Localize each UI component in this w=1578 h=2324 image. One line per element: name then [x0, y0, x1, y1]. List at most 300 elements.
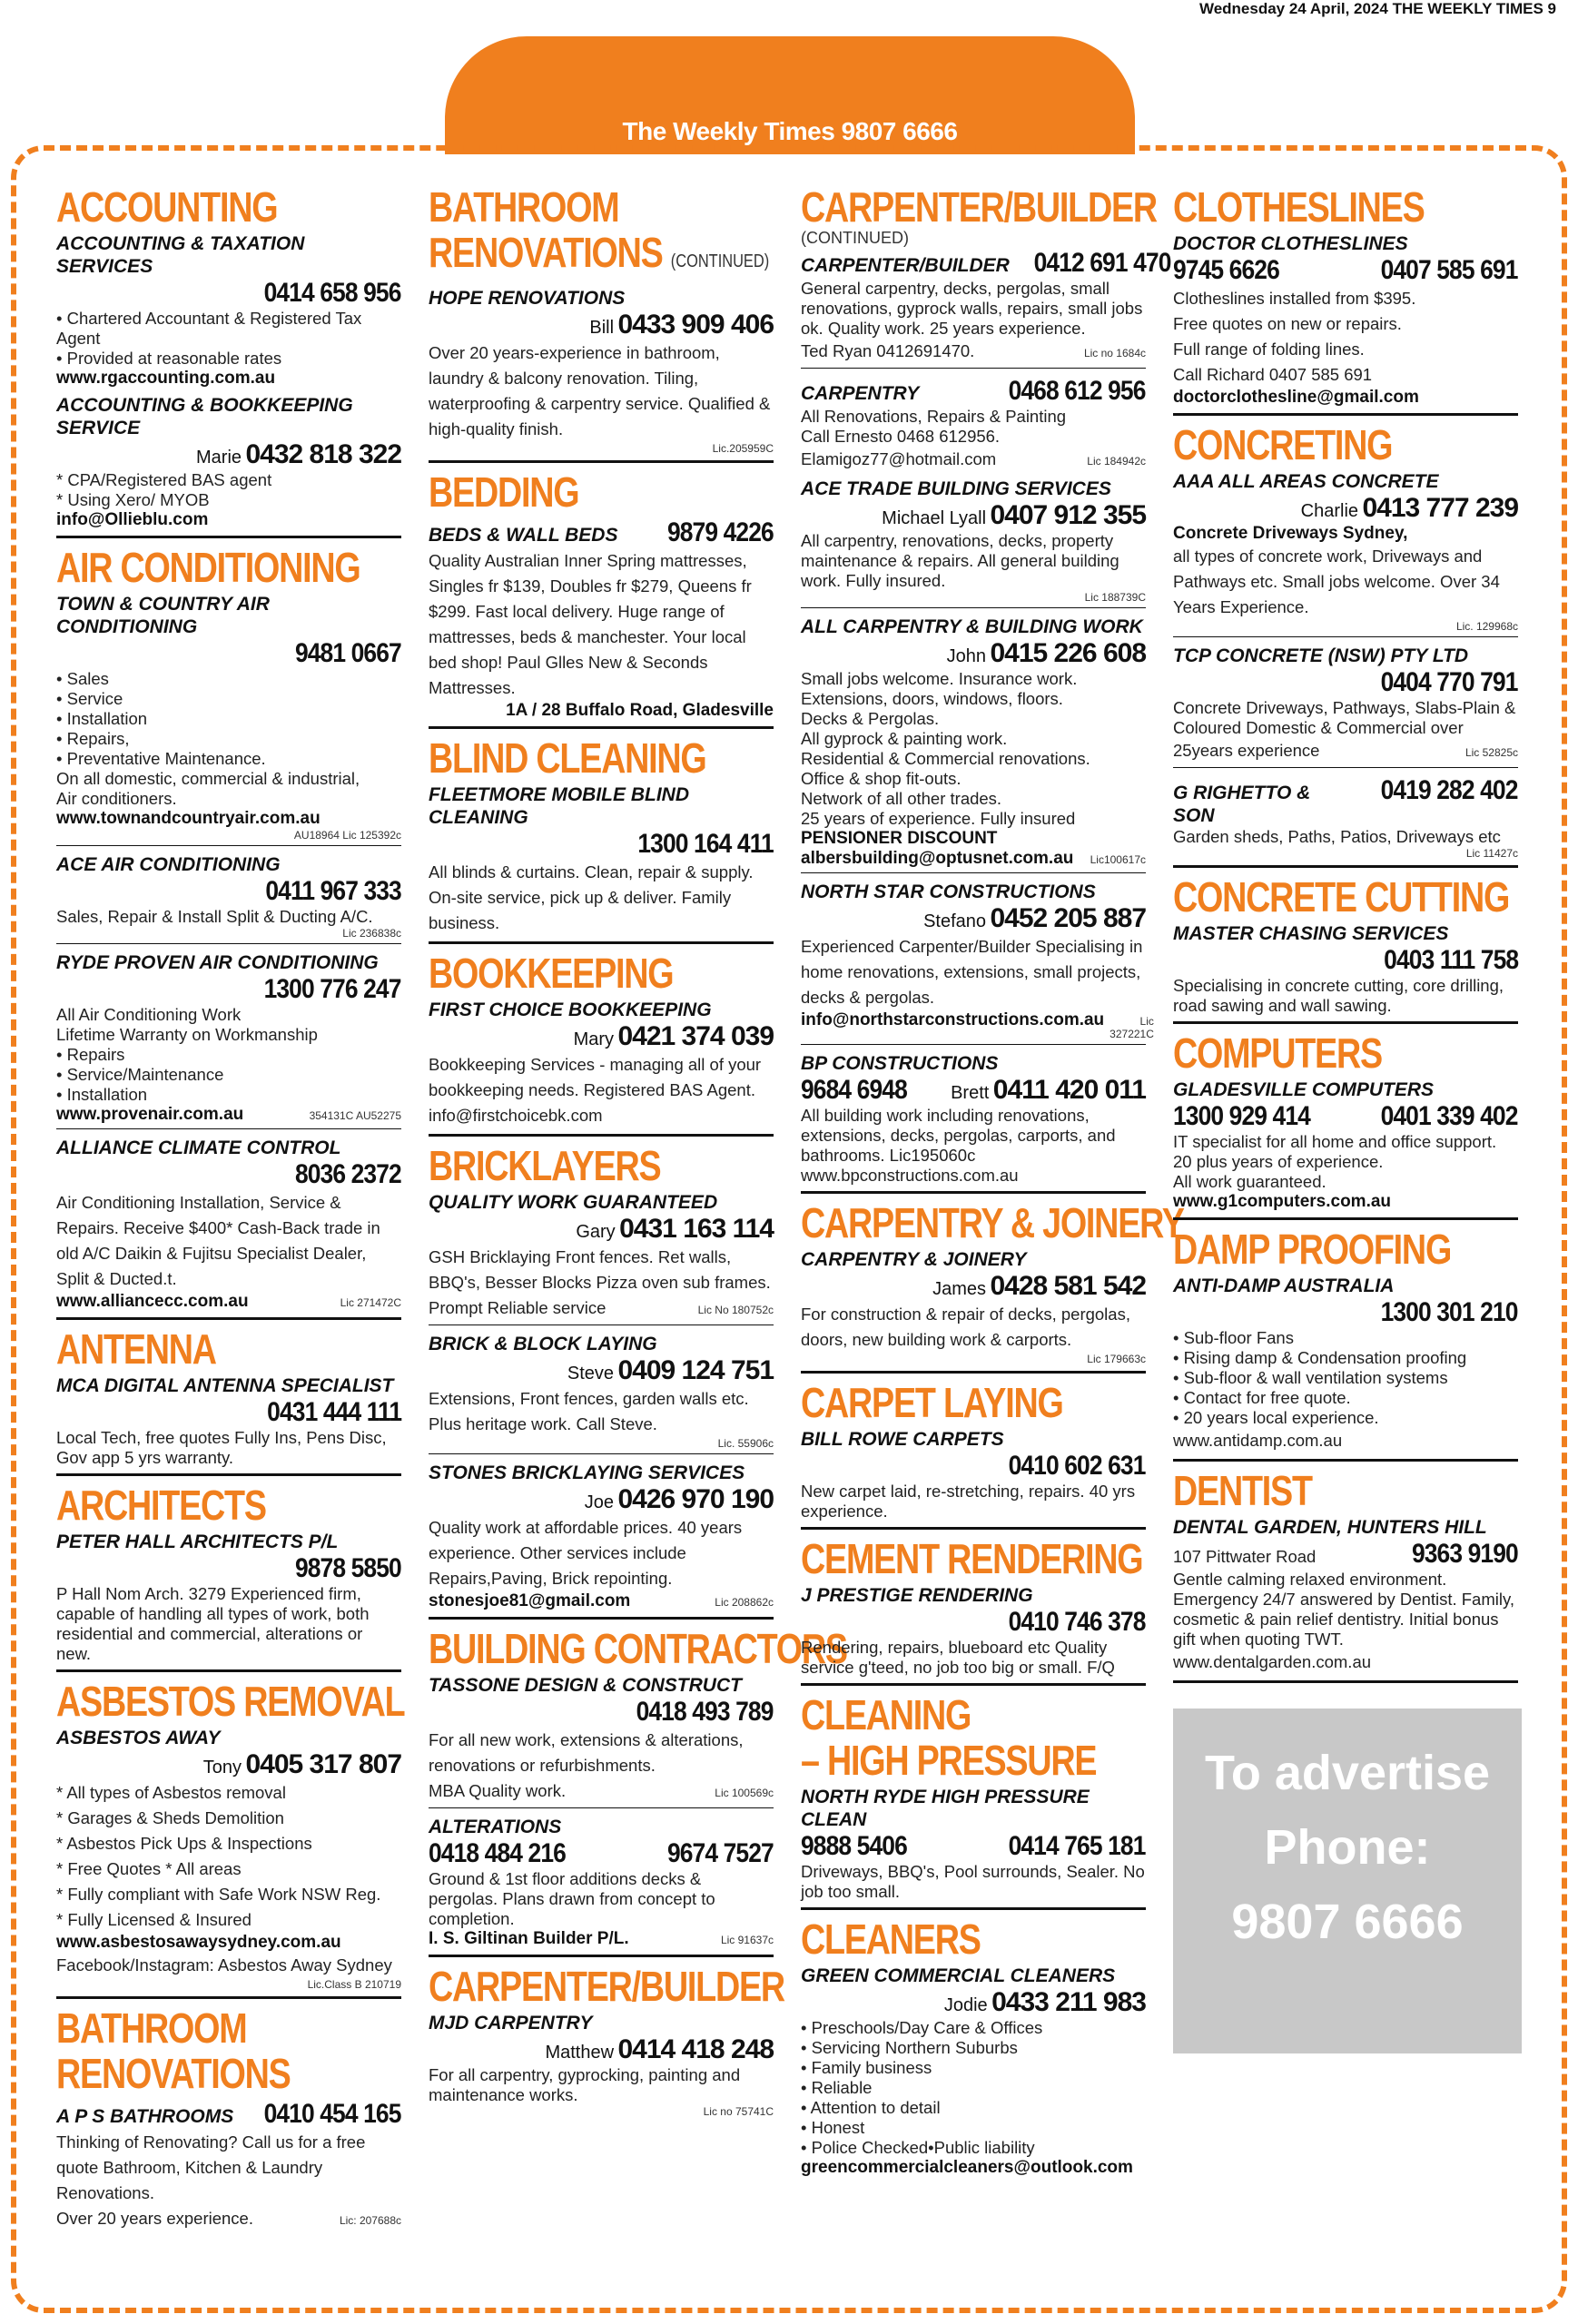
phone-number: 9745 6626 — [1173, 255, 1279, 285]
divider — [429, 941, 774, 944]
ad-text: Rendering, repairs, blueboard etc Quality service g'teed, no job too big or small. F/Q — [801, 1638, 1115, 1677]
licence-number: Lic.205959C — [712, 442, 774, 455]
email-link[interactable]: info@firstchoicebk.com — [429, 1106, 603, 1125]
email-link[interactable]: greencommercialcleaners@outlook.com — [801, 2158, 1133, 2177]
ad-text: For all new work, extensions & alterations, renovations or refurbishments. — [429, 1730, 744, 1775]
business-name: RYDE PROVEN AIR CONDITIONING — [56, 952, 379, 973]
category-heading: CARPENTER/BUILDER — [801, 183, 1157, 231]
phone-number: 1300 164 411 — [637, 829, 774, 859]
ad-text: * Fully Licensed & Insured — [56, 1910, 251, 1929]
website-link[interactable]: www.provenair.com.au — [56, 1105, 244, 1124]
divider — [1173, 767, 1518, 768]
continued-label: (CONTINUED) — [670, 251, 770, 271]
business-name: NORTH STAR CONSTRUCTIONS — [801, 881, 1096, 902]
licence-number: Lic 184942c — [1087, 455, 1146, 468]
column-1 — [56, 182, 405, 2231]
ad-text: 25years experience — [1173, 741, 1320, 760]
divider — [1173, 1217, 1518, 1220]
ad-text: • Sub-floor & wall ventilation systems — [1173, 1368, 1448, 1387]
ad-text: • Repairs, — [56, 729, 130, 748]
ad-text: Office & shop fit-outs. — [801, 769, 962, 788]
ad-text: GSH Bricklaying Front fences. Ret walls, BBQ's, Besser Blocks Pizza oven sub frames. — [429, 1247, 771, 1292]
phone-number: 0413 777 239 — [1362, 493, 1518, 523]
ad-text: All carpentry, renovations, decks, property maintenance & repairs. All general building work. Fully insured. — [801, 531, 1119, 590]
divider — [801, 1683, 1146, 1686]
advertise-line: Phone: — [1264, 1820, 1431, 1875]
category-heading: CEMENT RENDERING — [801, 1535, 1143, 1582]
divider — [801, 872, 1146, 873]
ad-text: Ground & 1st floor additions decks & pergolas. Plans drawn from concept to completion. — [429, 1869, 715, 1928]
email-link[interactable]: albersbuilding@optusnet.com.au — [801, 849, 1074, 868]
licence-number: Lic 91637c — [720, 1934, 774, 1946]
ad-text: Garden sheds, Paths, Patios, Driveways etc — [1173, 827, 1501, 846]
category-heading: COMPUTERS — [1173, 1029, 1382, 1077]
business-name: TASSONE DESIGN & CONSTRUCT — [429, 1675, 742, 1696]
divider — [56, 1669, 401, 1672]
business-name: CARPENTER/BUILDER — [801, 255, 1010, 276]
business-name: MCA DIGITAL ANTENNA SPECIALIST — [56, 1375, 394, 1396]
licence-number: Lic 271472C — [340, 1296, 401, 1309]
divider — [56, 1317, 401, 1320]
category-heading: AIR CONDITIONING — [56, 544, 360, 591]
divider — [56, 1996, 401, 1999]
business-name: J PRESTIGE RENDERING — [801, 1585, 1033, 1606]
category-heading: DAMP PROOFING — [1173, 1226, 1452, 1273]
ad-text: • Installation — [56, 1085, 148, 1104]
business-name: ACCOUNTING & BOOKKEEPING SERVICE — [56, 395, 353, 438]
ad-text: • Attention to detail — [801, 2098, 941, 2117]
divider — [429, 1324, 774, 1325]
contact-name: Brett — [951, 1083, 990, 1103]
advertise-box — [1173, 1709, 1522, 2053]
website-link[interactable]: www.rgaccounting.com.au — [56, 369, 276, 388]
ad-text: Network of all other trades. — [801, 789, 1002, 808]
licence-number: Lic 179663c — [1087, 1353, 1146, 1365]
licence-number: AU18964 Lic 125392c — [293, 829, 401, 842]
category-heading: CLOTHESLINES — [1173, 183, 1425, 231]
contact-name: Steve — [567, 1364, 615, 1384]
category-heading: CONCRETING — [1173, 421, 1393, 468]
phone-number: 0426 970 190 — [617, 1484, 774, 1514]
licence-number: Lic100617c — [1090, 853, 1146, 866]
phone-number: 0418 484 216 — [429, 1838, 566, 1868]
column-4 — [1173, 182, 1518, 2053]
business-name: ANTI-DAMP AUSTRALIA — [1173, 1275, 1395, 1296]
phone-number: 8036 2372 — [295, 1159, 401, 1189]
ad-text: • Service — [56, 689, 123, 708]
business-name: AAA ALL AREAS CONCRETE — [1173, 471, 1439, 492]
business-name: DOCTOR CLOTHESLINES — [1173, 233, 1408, 254]
ad-text: IT specialist for all home and office support. 20 plus years of experience. — [1173, 1132, 1497, 1171]
contact-name: Tony — [202, 1758, 242, 1777]
continued-label: (CONTINUED) — [801, 229, 909, 247]
phone-number: 0418 493 789 — [636, 1697, 774, 1727]
ad-text: Prompt Reliable service — [429, 1298, 607, 1317]
category-heading: BLIND CLEANING — [429, 734, 706, 782]
licence-number: Lic no 1684c — [1083, 347, 1146, 359]
category-heading: ASBESTOS REMOVAL — [56, 1678, 405, 1725]
email-link[interactable]: Elamigoz77@hotmail.com — [801, 449, 997, 468]
website-link[interactable]: www.g1computers.com.au — [1173, 1192, 1392, 1211]
licence-number: Lic 236838c — [342, 927, 401, 940]
business-name: STONES BRICKLAYING SERVICES — [429, 1462, 745, 1483]
ad-text: • Provided at reasonable rates — [56, 349, 282, 368]
ad-text: • Family business — [801, 2058, 932, 2077]
ad-text: All gyprock & painting work. — [801, 729, 1008, 748]
phone-number: 9674 7527 — [667, 1838, 774, 1868]
contact-name: Bill — [589, 318, 615, 338]
ad-text: Air Conditioning Installation, Service & Repairs. Receive $400* Cash-Back trade in old A/C Daikin & Fujitsu Specialist Dealer, Split & Ducted.t. — [56, 1193, 380, 1288]
ad-text: Experienced Carpenter/Builder Specialising in home renovations, extensions, small projects, decks & pergolas. — [801, 937, 1143, 1007]
ad-text: * Asbestos Pick Ups & Inspections — [56, 1834, 312, 1853]
licence-number: Lic No 180752c — [697, 1304, 774, 1316]
business-name: MJD CARPENTRY — [429, 2013, 593, 2034]
ad-text: For construction & repair of decks, pergolas, doors, new building work & carports. — [801, 1305, 1130, 1349]
business-name: NORTH RYDE HIGH PRESSURE CLEAN — [801, 1787, 1090, 1830]
website-link[interactable]: www.asbestosawaysydney.com.au — [56, 1933, 341, 1952]
divider — [801, 1191, 1146, 1194]
licence-number: Lic 327221C — [1110, 1015, 1154, 1040]
website-link[interactable]: www.townandcountryair.com.au — [56, 809, 321, 828]
ad-text: • Contact for free quote. — [1173, 1388, 1351, 1407]
phone-number: 0414 418 248 — [617, 2034, 774, 2064]
phone-number: 0452 205 887 — [990, 903, 1146, 933]
divider — [56, 536, 401, 538]
phone-number: 9879 4226 — [667, 517, 774, 547]
ad-text: • Preschools/Day Care & Offices — [801, 2018, 1043, 2037]
divider — [1173, 413, 1518, 416]
email-link[interactable]: doctorclothesline@gmail.com — [1173, 388, 1419, 407]
category-heading: – HIGH PRESSURE — [801, 1737, 1097, 1784]
divider — [801, 368, 1146, 369]
licence-number: 354131C AU52275 — [309, 1109, 401, 1122]
ad-text: Full range of folding lines. — [1173, 340, 1365, 359]
business-name: PETER HALL ARCHITECTS P/L — [56, 1531, 339, 1552]
category-heading: ANTENNA — [56, 1325, 216, 1373]
ad-text: MBA Quality work. — [429, 1781, 567, 1800]
ad-text: Call Richard 0407 585 691 — [1173, 365, 1373, 384]
phone-number: 0428 581 542 — [990, 1271, 1146, 1301]
phone-number: 0411 420 011 — [992, 1075, 1146, 1105]
ad-text: * Fully compliant with Safe Work NSW Reg. — [56, 1885, 381, 1904]
category-heading: CARPENTER/BUILDER — [429, 1963, 784, 2010]
phone-number: 0405 317 807 — [245, 1749, 401, 1779]
ad-text: Thinking of Renovating? Call us for a free quote Bathroom, Kitchen & Laundry Renovations. — [56, 2132, 366, 2202]
phone-number: 0433 909 406 — [617, 310, 774, 340]
business-name: TOWN & COUNTRY AIR CONDITIONING — [56, 594, 270, 637]
ad-text: Residential & Commercial renovations. — [801, 749, 1090, 768]
business-name: GREEN COMMERCIAL CLEANERS — [801, 1965, 1116, 1986]
divider — [801, 607, 1146, 608]
contact-name: Mary — [573, 1029, 615, 1049]
licence-number: Lic 100569c — [715, 1787, 774, 1799]
ad-text: * Using Xero/ MYOB — [56, 490, 210, 509]
phone-number: 0415 226 608 — [990, 638, 1146, 668]
ad-text: All Air Conditioning Work — [56, 1005, 242, 1024]
ad-text: Clotheslines installed from $395. — [1173, 289, 1416, 308]
ad-text: • Honest — [801, 2118, 865, 2137]
date-line: Wednesday 24 April, 2024 THE WEEKLY TIMES 9 — [1198, 0, 1556, 17]
phone-number: 1300 301 210 — [1381, 1297, 1518, 1327]
ad-text: All building work including renovations, extensions, decks, pergolas, carports, and bathrooms. Lic195060c www.bpconstructions.com.au — [801, 1106, 1116, 1185]
ad-text: All work guaranteed. — [1173, 1172, 1327, 1191]
phone-number: 0411 967 333 — [265, 876, 401, 906]
column-3 — [801, 182, 1184, 2178]
category-heading: CONCRETE CUTTING — [1173, 873, 1510, 921]
business-name: BILL ROWE CARPETS — [801, 1429, 1004, 1450]
category-heading-text: RENOVATIONS — [429, 229, 663, 276]
phone-number: 9481 0667 — [295, 638, 401, 668]
licence-number: Lic. 129968c — [1455, 620, 1518, 633]
ad-text: all types of concrete work, Driveways and Pathways etc. Small jobs welcome. Over 34 Years Experience. — [1173, 547, 1500, 616]
business-name: ACE TRADE BUILDING SERVICES — [801, 478, 1111, 499]
divider — [801, 1371, 1146, 1374]
divider — [429, 1807, 774, 1808]
phone-number: 0431 163 114 — [619, 1214, 774, 1244]
ad-text: General carpentry, decks, pergolas, small renovations, gyprock walls, repairs, small jobs ok. Quality work. 25 years experience. — [801, 279, 1143, 338]
phone-number: 0403 111 758 — [1383, 945, 1518, 975]
category-heading: BOOKKEEPING — [429, 950, 674, 997]
ad-text: Lifetime Warranty on Workmanship — [56, 1025, 318, 1044]
divider — [801, 1527, 1146, 1530]
divider — [1173, 865, 1518, 868]
business-name: GLADESVILLE COMPUTERS — [1173, 1079, 1435, 1100]
divider — [429, 726, 774, 729]
ad-text: Small jobs welcome. Insurance work. — [801, 669, 1078, 688]
divider — [1173, 1459, 1518, 1462]
ad-text: PENSIONER DISCOUNT — [801, 829, 998, 848]
licence-number: Lic. 55906c — [717, 1437, 774, 1450]
category-heading: CARPET LAYING — [801, 1379, 1063, 1426]
ad-text: • Chartered Accountant & Registered Tax Agent — [56, 309, 362, 348]
website-link[interactable]: www.alliancecc.com.au — [56, 1292, 249, 1311]
ad-text: * All types of Asbestos removal — [56, 1783, 286, 1802]
email-link[interactable]: info@Ollieblu.com — [56, 510, 209, 529]
divider — [56, 845, 401, 846]
phone-number: 0410 454 165 — [264, 2099, 401, 2129]
divider — [429, 1955, 774, 1957]
phone-number: 0404 770 791 — [1381, 667, 1518, 697]
ad-text: • Repairs — [56, 1045, 125, 1064]
category-heading — [429, 229, 770, 281]
business-name: BP CONSTRUCTIONS — [801, 1053, 999, 1074]
divider — [56, 943, 401, 944]
business-name: BEDS & WALL BEDS — [429, 525, 618, 546]
divider — [429, 1617, 774, 1620]
ad-text: • Sub-floor Fans — [1173, 1328, 1294, 1347]
website-link[interactable]: www.dentalgarden.com.au — [1173, 1652, 1372, 1671]
business-name: TCP CONCRETE (NSW) PTY LTD — [1173, 645, 1469, 666]
phone-number: 9363 9190 — [1412, 1539, 1518, 1569]
divider — [1173, 636, 1518, 637]
ad-text: For all carpentry, gyprocking, painting and maintenance works. — [429, 2065, 741, 2104]
contact-name: Marie — [196, 448, 242, 468]
ad-text: • Reliable — [801, 2078, 873, 2097]
phone-number: 0432 818 322 — [245, 439, 401, 469]
phone-number: 0468 612 956 — [1009, 376, 1146, 406]
licence-number: Lic 208862c — [715, 1596, 774, 1609]
contact-name: John — [946, 646, 987, 666]
business-name: DENTAL GARDEN, HUNTERS HILL — [1173, 1517, 1487, 1538]
phone-number: 0410 602 631 — [1009, 1451, 1146, 1481]
phone-number: 0410 746 378 — [1009, 1607, 1146, 1637]
business-name: ALTERATIONS — [429, 1817, 562, 1837]
phone-number: 0433 211 983 — [991, 1987, 1146, 2017]
divider — [429, 1453, 774, 1454]
business-name: ASBESTOS AWAY — [56, 1728, 221, 1748]
category-heading: BEDDING — [429, 468, 579, 516]
category-heading: DENTIST — [1173, 1467, 1312, 1514]
advertise-phone: 9807 6666 — [1231, 1895, 1464, 1949]
ad-text: 25 years of experience. Fully insured — [801, 809, 1076, 828]
column-2 — [429, 182, 847, 2118]
category-heading: BRICKLAYERS — [429, 1142, 661, 1189]
business-name: BRICK & BLOCK LAYING — [429, 1334, 657, 1354]
business-name: HOPE RENOVATIONS — [429, 288, 626, 309]
contact-name: Michael Lyall — [882, 508, 987, 528]
ad-text: Sales, Repair & Install Split & Ducting A/C. — [56, 907, 373, 926]
ad-text: Facebook/Instagram: Asbestos Away Sydney — [56, 1955, 392, 1974]
business-name: ALL CARPENTRY & BUILDING WORK — [801, 616, 1143, 637]
licence-number: Lic 188739C — [1084, 591, 1146, 604]
phone-number: 0409 124 751 — [617, 1355, 774, 1385]
contact-name: Matthew — [545, 2043, 615, 2063]
business-name: G RIGHETTO & SON — [1173, 783, 1311, 826]
address: 1A / 28 Buffalo Road, Gladesville — [506, 701, 774, 720]
divider — [56, 1473, 401, 1476]
ad-text: • Rising damp & Condensation proofing — [1173, 1348, 1467, 1367]
business-name: CARPENTRY & JOINERY — [801, 1249, 1027, 1270]
ad-text: P Hall Nom Arch. 3279 Experienced firm, capable of handling all types of work, both residential and commercial, alterations or new. — [56, 1584, 370, 1663]
phone-number: 0431 444 111 — [266, 1397, 401, 1427]
ad-text: Call Ernesto 0468 612956. — [801, 427, 1001, 446]
contact-name: Charlie — [1300, 501, 1359, 521]
ad-text: Over 20 years-experience in bathroom, laundry & balcony renovation. Tiling, waterproofing & carpentry service. Qualified & high-quality finish. — [429, 343, 771, 438]
phone-number: 0419 282 402 — [1381, 775, 1518, 805]
website-link[interactable]: www.antidamp.com.au — [1173, 1431, 1343, 1450]
ad-text: Extensions, Front fences, garden walls etc. Plus heritage work. Call Steve. — [429, 1389, 749, 1433]
contact-name: Jodie — [943, 1995, 988, 2015]
address: 107 Pittwater Road — [1173, 1547, 1317, 1566]
phone-number: 9888 5406 — [801, 1831, 907, 1861]
contact-name: Stefano — [923, 911, 987, 931]
ad-text: Gentle calming relaxed environment. Emergency 24/7 answered by Dentist. Family, cosmetic & pain relief dentistry. Initial bonus gift when quoting TWT. — [1173, 1570, 1514, 1649]
ad-text: Extensions, doors, windows, floors. — [801, 689, 1063, 708]
category-heading: ARCHITECTS — [56, 1482, 266, 1529]
ad-text: • 20 years local experience. — [1173, 1408, 1379, 1427]
divider — [429, 460, 774, 463]
ad-text: Specialising in concrete cutting, core drilling, road sawing and wall sawing. — [1173, 976, 1504, 1015]
phone-number: 1300 776 247 — [264, 974, 401, 1004]
licence-number: Lic 11427c — [1465, 847, 1518, 860]
divider — [56, 1128, 401, 1129]
ad-text: Ted Ryan 0412691470. — [801, 341, 975, 360]
ad-text: • Service/Maintenance — [56, 1065, 224, 1084]
category-heading: CARPENTRY & JOINERY — [801, 1199, 1184, 1246]
ad-text: * Free Quotes * All areas — [56, 1859, 242, 1878]
ad-text: All blinds & curtains. Clean, repair & supply. On-site service, pick up & deliver. Family business. — [429, 862, 754, 932]
phone-number: 0421 374 039 — [617, 1021, 774, 1051]
ad-text: • Servicing Northern Suburbs — [801, 2038, 1018, 2057]
business-name: FLEETMORE MOBILE BLIND CLEANING — [429, 784, 689, 828]
phone-number: 0401 339 402 — [1381, 1101, 1518, 1131]
category-heading: CLEANING — [801, 1691, 971, 1738]
ad-text: Bookkeeping Services - managing all of your bookkeeping needs. Registered BAS Agent. — [429, 1055, 762, 1099]
contact-name: James — [932, 1279, 987, 1299]
ad-text: Air conditioners. — [56, 789, 177, 808]
category-heading: CLEANERS — [801, 1915, 981, 1963]
ad-text: Free quotes on new or repairs. — [1173, 314, 1402, 333]
ad-text: Local Tech, free quotes Fully Ins, Pens Disc, Gov app 5 yrs warranty. — [56, 1428, 387, 1467]
divider — [1173, 1680, 1518, 1683]
phone-number: 9684 6948 — [801, 1075, 907, 1105]
business-name: ACCOUNTING & TAXATION SERVICES — [56, 233, 305, 277]
divider — [1173, 1021, 1518, 1024]
category-heading: BATHROOM — [56, 2004, 247, 2052]
ad-text: Concrete Driveways Sydney, — [1173, 524, 1408, 543]
ad-text: Driveways, BBQ's, Pool surrounds, Sealer. No job too small. — [801, 1862, 1145, 1901]
licence-number: Lic.Class B 210719 — [307, 1978, 401, 1991]
header-tab-label: The Weekly Times 9807 6666 — [599, 114, 981, 149]
ad-text: All Renovations, Repairs & Painting — [801, 407, 1067, 426]
ad-text: * CPA/Registered BAS agent — [56, 470, 272, 489]
ad-text: I. S. Giltinan Builder P/L. — [429, 1929, 629, 1948]
phone-number: 1300 929 414 — [1173, 1101, 1310, 1131]
category-heading: BUILDING CONTRACTORS — [429, 1625, 847, 1672]
business-name: A P S BATHROOMS — [56, 2106, 234, 2127]
divider — [429, 1134, 774, 1137]
phone-number: 0414 658 956 — [264, 278, 401, 308]
email-link[interactable]: stonesjoe81@gmail.com — [429, 1591, 631, 1610]
phone-number: 0414 765 181 — [1009, 1831, 1146, 1861]
ad-text: On all domestic, commercial & industrial, — [56, 769, 360, 788]
licence-number: Lic no 75741C — [703, 2105, 774, 2118]
ad-text: • Installation — [56, 709, 148, 728]
email-link[interactable]: info@northstarconstructions.com.au — [801, 1010, 1105, 1029]
business-name: CARPENTRY — [801, 383, 920, 404]
phone-number: 9878 5850 — [295, 1553, 401, 1583]
phone-number: 0407 585 691 — [1381, 255, 1518, 285]
ad-text: New carpet laid, re-stretching, repairs. 40 yrs experience. — [801, 1482, 1136, 1521]
business-name: MASTER CHASING SERVICES — [1173, 923, 1449, 944]
ad-text: Over 20 years experience. — [56, 2209, 253, 2228]
licence-number: Lic 52825c — [1465, 746, 1518, 759]
contact-name: Gary — [576, 1222, 616, 1242]
business-name: FIRST CHOICE BOOKKEEPING — [429, 1000, 712, 1020]
business-name: ACE AIR CONDITIONING — [56, 854, 281, 875]
divider — [801, 1044, 1146, 1045]
category-heading: ACCOUNTING — [56, 183, 278, 231]
licence-number: Lic: 207688c — [339, 2214, 401, 2227]
category-heading: BATHROOM — [429, 183, 619, 231]
ad-text: Quality work at affordable prices. 40 years experience. Other services include Repairs,Paving, Brick repointing. — [429, 1518, 743, 1588]
ad-text: * Garages & Sheds Demolition — [56, 1808, 284, 1827]
business-name: QUALITY WORK GUARANTEED — [429, 1192, 718, 1213]
ad-text: Concrete Driveways, Pathways, Slabs-Plain & Coloured Domestic & Commercial over — [1173, 698, 1516, 737]
phone-number: 0412 691 470 — [1033, 248, 1171, 278]
category-heading: RENOVATIONS — [56, 2050, 291, 2097]
advertise-line: To advertise — [1204, 1746, 1491, 1800]
ad-text: • Preventative Maintenance. — [56, 749, 266, 768]
phone-number: 0407 912 355 — [990, 500, 1146, 530]
divider — [801, 1907, 1146, 1910]
ad-text: • Sales — [56, 669, 109, 688]
ad-text: Quality Australian Inner Spring mattresses, Singles fr $139, Doubles fr $279, Queens fr $299. Fast local delivery. Huge range of mattresses, beds & manchester. Your local bed shop! Paul Glles New & Seconds Mattresses. — [429, 551, 752, 697]
business-name: ALLIANCE CLIMATE CONTROL — [56, 1137, 341, 1158]
ad-text: Decks & Pergolas. — [801, 709, 940, 728]
ad-text: • Police Checked•Public liability — [801, 2138, 1035, 2157]
contact-name: Joe — [584, 1492, 615, 1512]
